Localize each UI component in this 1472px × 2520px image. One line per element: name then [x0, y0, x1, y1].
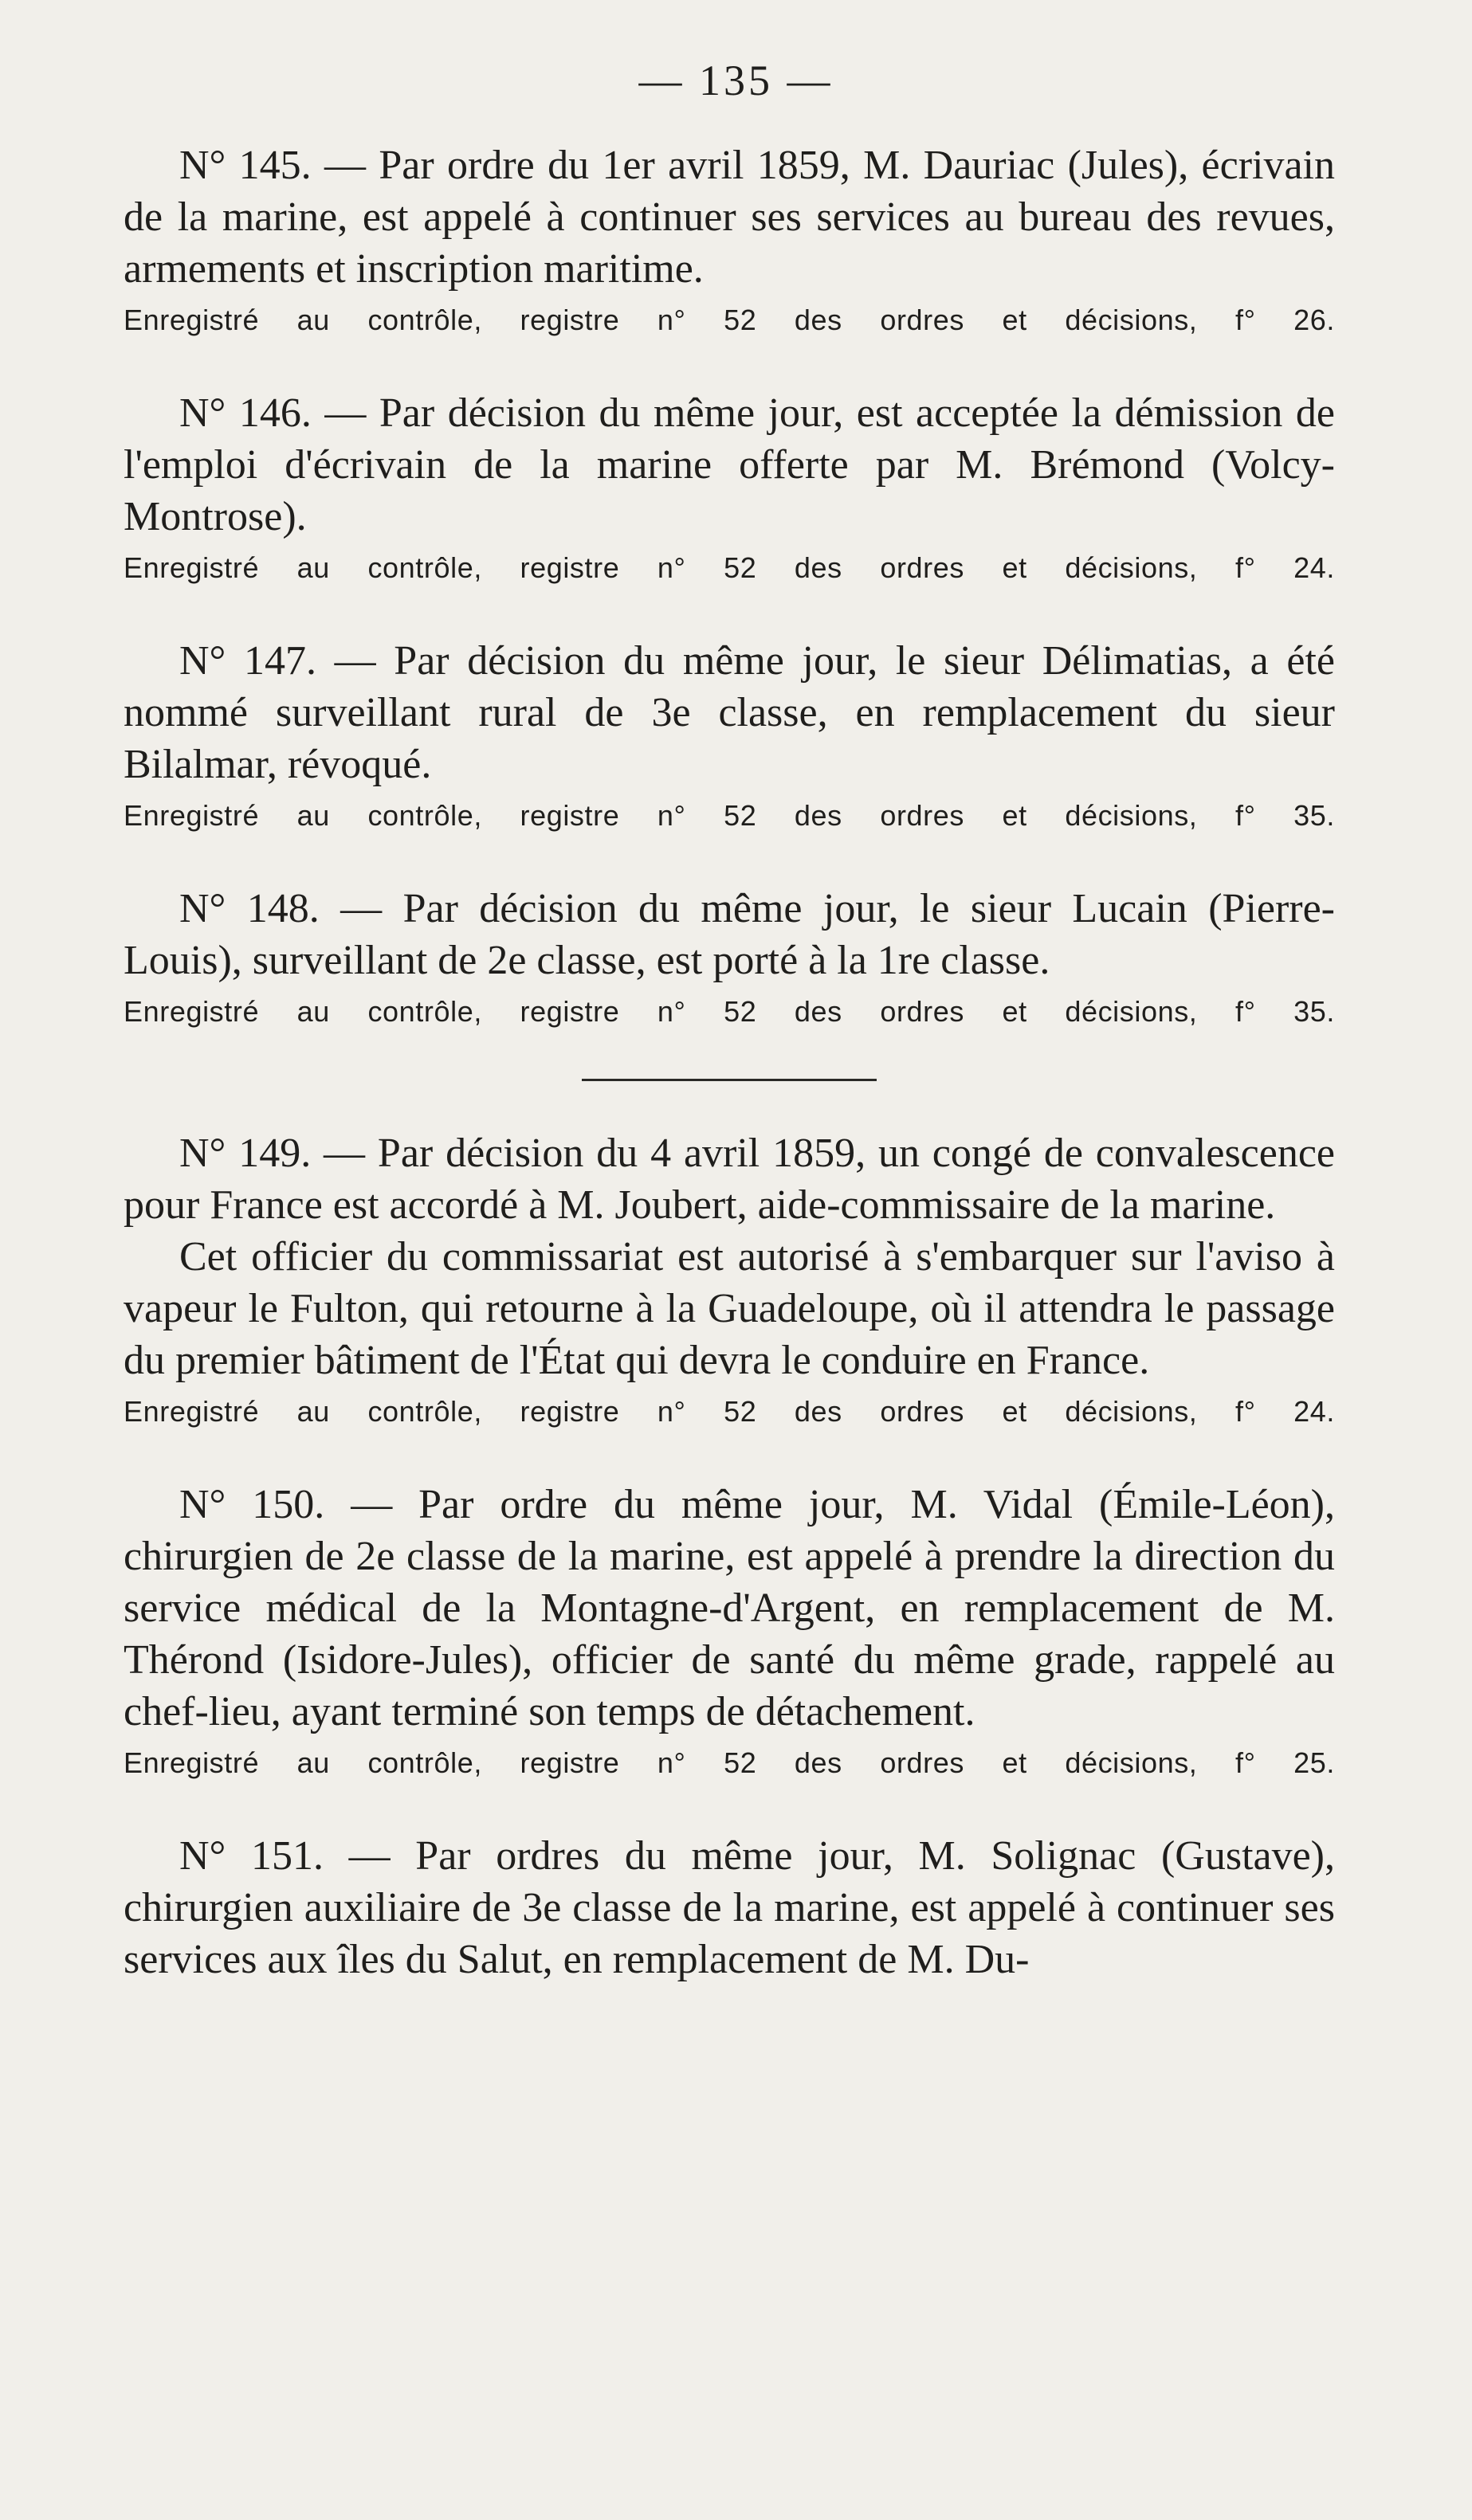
section-divider [582, 1079, 877, 1081]
entry-145 [124, 139, 1335, 341]
entry-text: N° 150. — Par ordre du même jour, M. Vidal (Émile-Léon), chirurgien de 2e classe de la marine, est appelé à prendre la direction du service médical de la Montagne-d'Argent, en remplacement de M. Thérond (Isidore-Jules), officier de santé du même grade, rappelé au chef-lieu, ayant terminé son temps de détachement. [124, 1482, 1335, 1734]
entry-150 [124, 1479, 1335, 1784]
registration-note: Enregistré au contrôle, registre n° 52 des ordres et décisions, f° 35. [124, 799, 1335, 832]
entry-text: N° 151. — Par ordres du même jour, M. Solignac (Gustave), chirurgien auxiliaire de 3e classe de la marine, est appelé à continuer ses services aux îles du Salut, en remplacement de M. Du- [124, 1833, 1335, 1982]
entry-146 [124, 387, 1335, 589]
entry-147 [124, 635, 1335, 837]
text-column [124, 139, 1335, 2032]
entry-text: N° 149. — Par décision du 4 avril 1859, un congé de convalescence pour France est accordé à M. Joubert, aide-commissaire de la marine. [124, 1131, 1335, 1228]
registration-note: Enregistré au contrôle, registre n° 52 des ordres et décisions, f° 35. [124, 995, 1335, 1028]
registration-note: Enregistré au contrôle, registre n° 52 des ordres et décisions, f° 26. [124, 304, 1335, 336]
entry-text: N° 147. — Par décision du même jour, le sieur Délimatias, a été nommé surveillant rural de 3e classe, en remplacement du sieur Bilalmar, révoqué. [124, 638, 1335, 787]
entry-text: N° 148. — Par décision du même jour, le sieur Lucain (Pierre-Louis), surveillant de 2e classe, est porté à la 1re classe. [124, 886, 1335, 983]
registration-note: Enregistré au contrôle, registre n° 52 des ordres et décisions, f° 25. [124, 1746, 1335, 1779]
entry-151 [124, 1830, 1335, 1985]
entry-148 [124, 883, 1335, 1033]
entry-text-continued: Cet officier du commissariat est autorisé à s'embarquer sur l'aviso à vapeur le Fulton, qui retourne à la Guadeloupe, où il attendra le passage du premier bâtiment de l'État qui devra le conduire en France. [124, 1234, 1335, 1383]
registration-note: Enregistré au contrôle, registre n° 52 des ordres et décisions, f° 24. [124, 1395, 1335, 1428]
entry-149 [124, 1127, 1335, 1432]
entry-text: N° 146. — Par décision du même jour, est acceptée la démission de l'emploi d'écrivain de la marine offerte par M. Brémond (Volcy-Montrose). [124, 390, 1335, 539]
registration-note: Enregistré au contrôle, registre n° 52 des ordres et décisions, f° 24. [124, 551, 1335, 584]
page-number: — 135 — [638, 57, 834, 104]
entry-text: N° 145. — Par ordre du 1er avril 1859, M. Dauriac (Jules), écrivain de la marine, est appelé à continuer ses services au bureau des revues, armements et inscription maritime. [124, 143, 1335, 292]
